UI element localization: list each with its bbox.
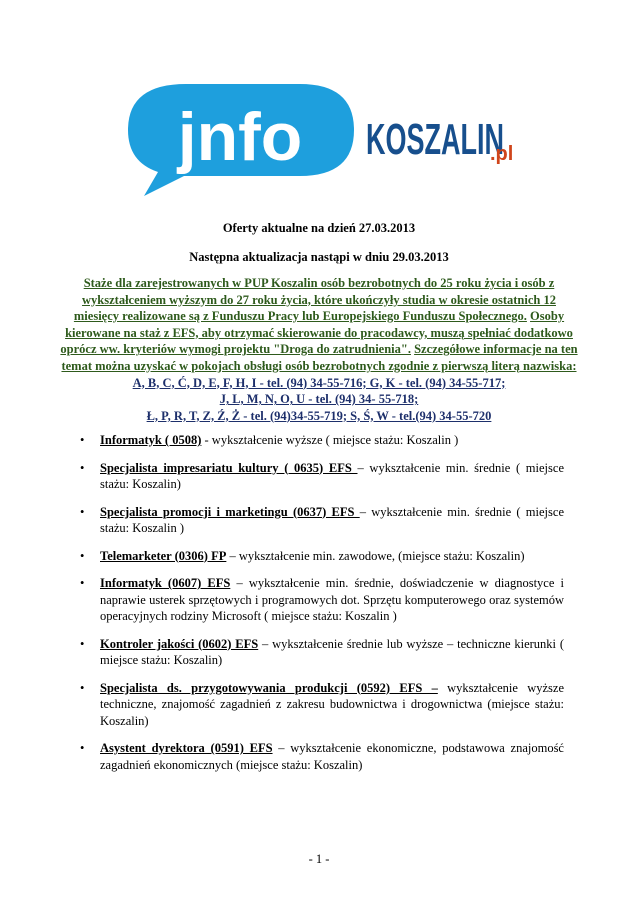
contact-phones-line-2: J, L, M, N, O, U - tel. (94) 34- 55-718; — [219, 392, 419, 407]
offer-title: Asystent dyrektora (0591) EFS — [100, 741, 273, 755]
info-details-text: Szczegółowe informacje na ten temat można uzyskać w pokojach obsługi osób bezrobotnych zgodnie z pierwszą literą nazwiska: — [61, 342, 578, 373]
list-item — [78, 504, 564, 537]
list-item — [78, 740, 564, 773]
next-update-heading: Następna aktualizacja nastąpi w dniu 29.03.2013 — [189, 250, 449, 264]
offer-title: Informatyk ( 0508) — [100, 433, 202, 447]
list-item — [78, 636, 564, 669]
bullet-icon: • — [80, 548, 85, 563]
list-item — [78, 432, 564, 449]
offer-title: Specjalista impresariatu kultury ( 0635) EFS — [100, 460, 358, 475]
logo-tld-text: .pl — [490, 143, 514, 165]
internship-info-block — [60, 275, 578, 424]
page-number: - 1 - — [308, 852, 330, 866]
list-item — [78, 548, 564, 565]
offer-description: wykształcenie wyższe techniczne, znajomość zagadnień z zakresu budownictwa i drogownictwa (miejsce stażu: Koszalin) — [100, 680, 564, 728]
offer-description: – wykształcenie min. średnie, doświadczenie w diagnostyce i naprawie usterek sprzętowych i programowych dot. Sprzętu komputerowego oraz systemów operacyjnych rodziny Microsoft ( miejsce stażu: Koszalin ) — [100, 576, 564, 623]
bullet-icon: • — [80, 504, 85, 519]
bullet-icon: • — [80, 636, 85, 651]
job-offers-list — [78, 432, 564, 784]
offer-description: – wykształcenie średnie lub wyższe – techniczne kierunki ( miejsce stażu: Koszalin) — [100, 636, 564, 667]
jnfo-koszalin-logo — [122, 72, 522, 200]
offer-title: Specjalista ds. przygotowywania produkcji (0592) EFS – — [100, 680, 438, 695]
bullet-icon: • — [80, 433, 85, 447]
offer-description: – wykształcenie min. zawodowe, (miejsce stażu: Koszalin) — [226, 548, 525, 563]
bullet-icon: • — [80, 460, 85, 475]
offer-title: Specjalista promocji i marketingu (0637) EFS — [100, 504, 360, 519]
list-item — [78, 575, 564, 625]
offer-title: Telemarketer (0306) FP — [100, 548, 227, 563]
contact-phones-line-3: Ł, P, R, T, Z, Ź, Ż - tel. (94)34-55-719; S, Ś, W - tel.(94) 34-55-720 — [146, 408, 492, 423]
offer-description: - wykształcenie wyższe ( miejsce stażu: Koszalin ) — [201, 433, 459, 447]
offer-title: Kontroler jakości (0602) EFS — [100, 636, 259, 651]
info-efs-requirements-text: Osoby kierowane na staż z EFS, aby otrzymać skierowanie do pracodawcy, muszą spełniać dodatkowo oprócz ww. kryteriów wymogi projektu "Droga do zatrudnienia". — [60, 309, 573, 357]
logo-graphic — [122, 72, 522, 200]
bullet-icon: • — [80, 741, 85, 755]
offer-description: – wykształcenie min. średnie ( miejsce stażu: Koszalin) — [100, 460, 564, 491]
logo-koszalin-text: KOSZALIN — [366, 115, 504, 164]
info-eligibility-text: Staże dla zarejestrowanych w PUP Koszalin osób bezrobotnych do 25 roku życia i osób z wykształceniem wyższym do 27 roku życia, które ukończyły studia w okresie ostatnich 12 miesięcy realizowane są z Funduszu Pracy lub Europejskiego Funduszu Społecznego. — [73, 276, 556, 324]
offer-description: – wykształcenie ekonomiczne, podstawowa znajomość zagadnień ekonomicznych (miejsce stażu: Koszalin) — [100, 741, 564, 772]
contact-phones-line-1: A, B, C, Ć, D, E, F, H, I - tel. (94) 34-55-716; G, K - tel. (94) 34-55-717; — [132, 375, 506, 390]
list-item — [78, 460, 564, 493]
bullet-icon: • — [80, 576, 85, 590]
logo-jnfo-text: jnfo — [177, 99, 303, 175]
offers-date-heading: Oferty aktualne na dzień 27.03.2013 — [222, 221, 416, 235]
list-item — [78, 680, 564, 730]
bullet-icon: • — [80, 680, 85, 695]
offer-title: Informatyk (0607) EFS — [100, 576, 231, 590]
offer-description: – wykształcenie min. średnie ( miejsce stażu: Koszalin ) — [100, 504, 564, 535]
